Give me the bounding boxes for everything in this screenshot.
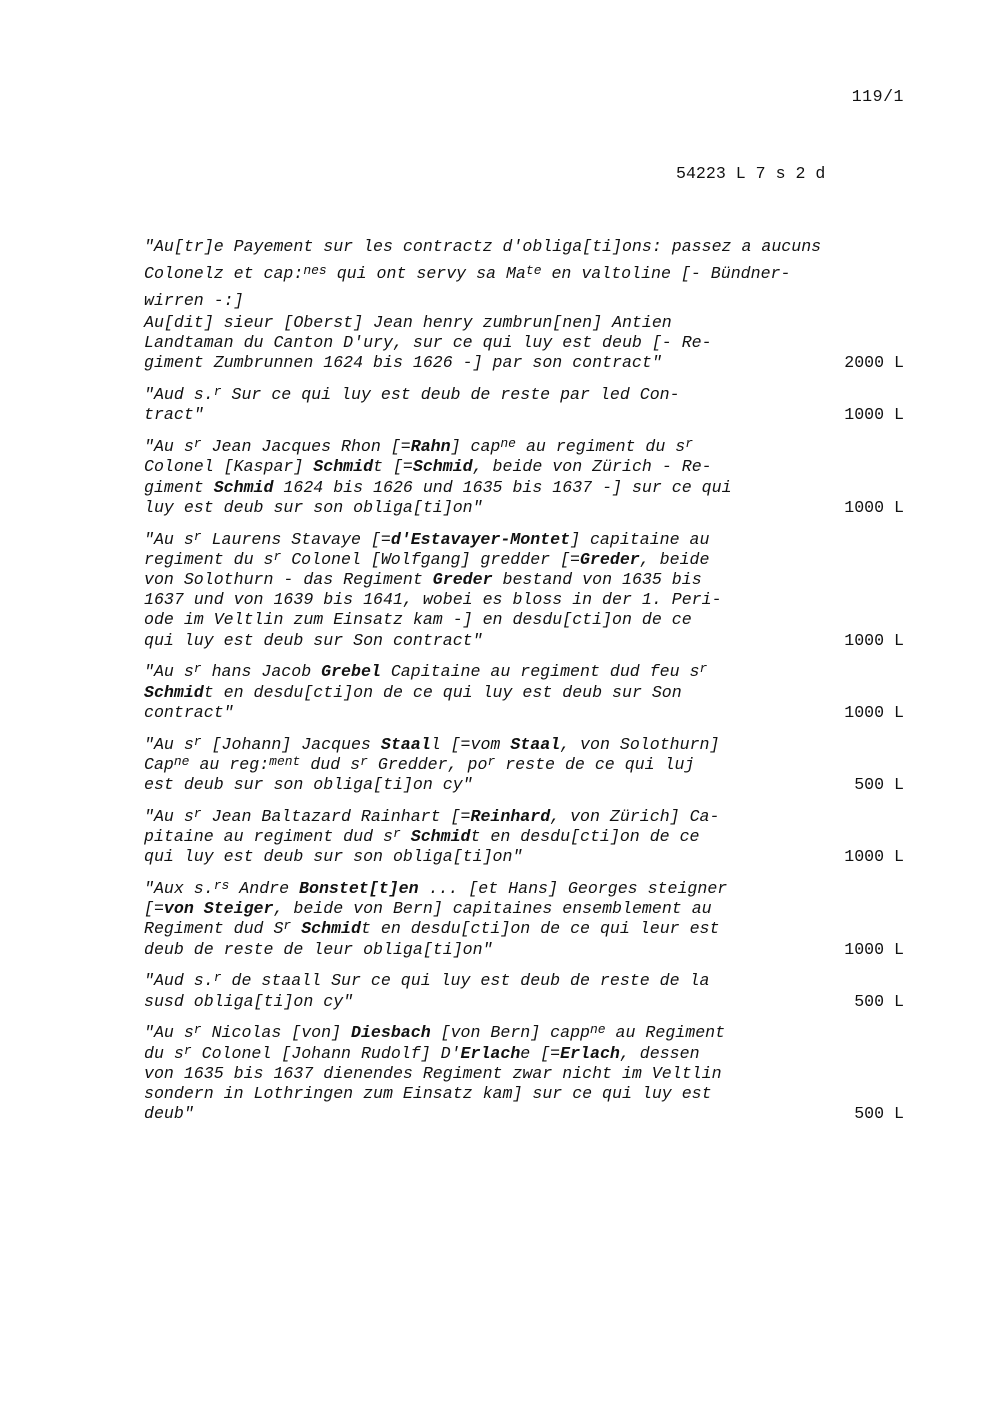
payment-entry (144, 879, 904, 960)
entry-line: "Au $s^r$ Jean Baltazard Rainhart [=Reinhard, von Zürich] Ca- (144, 805, 720, 826)
entry-line: sondern in Lothringen zum Einsatz kam] sur ce qui luy est (144, 1084, 712, 1104)
entry-line: qui luy est deub sur Son contract" (144, 630, 483, 650)
entry-amount: 500 L (854, 1104, 904, 1124)
entry-line: pitaine au regiment dud $s^r$ Schmidt en desdu[cti]on de ce (144, 826, 700, 847)
entry-line: "Aud s.$^r$ de staall Sur ce qui luy est deub de reste de la (144, 970, 710, 991)
entry-line: [=von Steiger, beide von Bern] capitaines ensemblement au (144, 899, 712, 919)
entry-line: 1637 und von 1639 bis 1641, wobei es bloss in der 1. Peri- (144, 590, 722, 610)
entry-line: "Au $s^r$ Jean Jacques Rhon [=Rahn] cap$^{ne}$ au regiment du $s^r$ (144, 436, 694, 457)
entry-line: von Solothurn - das Regiment Greder bestand von 1635 bis (144, 570, 702, 590)
entry-line: Cap$^{ne}$ au reg:$^{ment}$ dud $s^r$ Gredder, $po^r$ reste de ce qui luj (144, 753, 695, 774)
payment-entry (144, 530, 904, 651)
payment-entry (144, 735, 904, 796)
heading-line: Colonelz et cap:$^{nes}$ qui ont servy sa $Ma^{te}$ en valtoline [- Bündner- (144, 263, 791, 283)
entry-line: giment Zumbrunnen 1624 bis 1626 -] par son contract" (144, 353, 662, 373)
entry-line: Schmidt en desdu[cti]on de ce qui luy est deub sur Son (144, 682, 682, 702)
entry-line: Au[dit] sieur [Oberst] Jean henry zumbrun[nen] Antien (144, 313, 672, 332)
payment-entries (144, 313, 904, 1136)
heading-line: "Au[tr]e Payement sur les contractz d'obliga[ti]ons: passez a aucuns (144, 237, 822, 256)
entry-amount: 500 L (854, 775, 904, 795)
entry-amount: 500 L (854, 991, 904, 1011)
entry-line: Colonel [Kaspar] Schmidt [=Schmid, beide von Zürich - Re- (144, 457, 712, 477)
entry-line: "Au $s^r$ Laurens Stavaye [=d'Estavayer-Montet] capitaine au (144, 528, 710, 549)
payment-entry (144, 807, 904, 868)
entry-line: "Au $s^r$ hans Jacob Grebel Capitaine au regiment dud feu $s^r$ (144, 661, 708, 682)
payment-entry (144, 662, 904, 723)
payment-entry (144, 313, 904, 374)
entry-line: ode im Veltlin zum Einsatz kam -] en desdu[cti]on de ce (144, 610, 692, 630)
entry-amount: 1000 L (844, 939, 904, 959)
page-number: 119/1 (851, 87, 904, 106)
entry-amount: 1000 L (844, 497, 904, 517)
entry-line: "Au $s^r$ [Johann] Jacques Staall [=vom Staal, von Solothurn] (144, 733, 720, 754)
payment-entry (144, 437, 904, 518)
entry-amount: 1000 L (844, 630, 904, 650)
entry-line: regiment du $s^r$ Colonel [Wolfgang] gredder [=Greder, beide (144, 548, 710, 569)
payment-entry (144, 385, 904, 425)
entry-line: "Aux s.$^{rs}$ Andre Bonstet[t]en ... [et Hans] Georges steigner (144, 878, 728, 899)
entry-amount: 2000 L (844, 353, 904, 373)
heading-line: wirren -:] (144, 291, 244, 310)
entry-line: tract" (144, 405, 204, 425)
entry-amount: 1000 L (844, 847, 904, 867)
entry-line: giment Schmid 1624 bis 1626 und 1635 bis 1637 -] sur ce qui (144, 477, 732, 497)
entry-line: susd obliga[ti]on cy" (144, 991, 354, 1011)
entry-line: von 1635 bis 1637 dienendes Regiment zwar nicht im Veltlin (144, 1063, 722, 1083)
entry-amount: 1000 L (844, 702, 904, 722)
section-heading (144, 233, 904, 314)
entry-line: "Au $s^r$ Nicolas [von] Diesbach [von Bern] capp$^{ne}$ au Regiment (144, 1022, 726, 1043)
entry-line: contract" (144, 702, 234, 722)
payment-entry (144, 1023, 904, 1124)
entry-line: du $s^r$ Colonel [Johann Rudolf] D'Erlache [=Erlach, dessen (144, 1042, 700, 1063)
entry-line: deub" (144, 1104, 194, 1124)
entry-line: qui luy est deub sur son obliga[ti]on" (144, 847, 523, 867)
entry-amount: 1000 L (844, 405, 904, 425)
entry-line: Regiment dud $S^r$ Schmidt en desdu[cti]on de ce qui leur est (144, 918, 720, 939)
entry-line: "Aud s.$^r$ Sur ce qui luy est deub de reste par led Con- (144, 384, 680, 405)
payment-entry (144, 971, 904, 1011)
entry-line: luy est deub sur son obliga[ti]on" (144, 497, 483, 517)
total-summary: 54223 L 7 s 2 d (676, 164, 826, 183)
entry-line: est deub sur son obliga[ti]on cy" (144, 775, 473, 795)
entry-line: deub de reste de leur obliga[ti]on" (144, 939, 493, 959)
entry-line: Landtaman du Canton D'ury, sur ce qui luy est deub [- Re- (144, 333, 712, 353)
